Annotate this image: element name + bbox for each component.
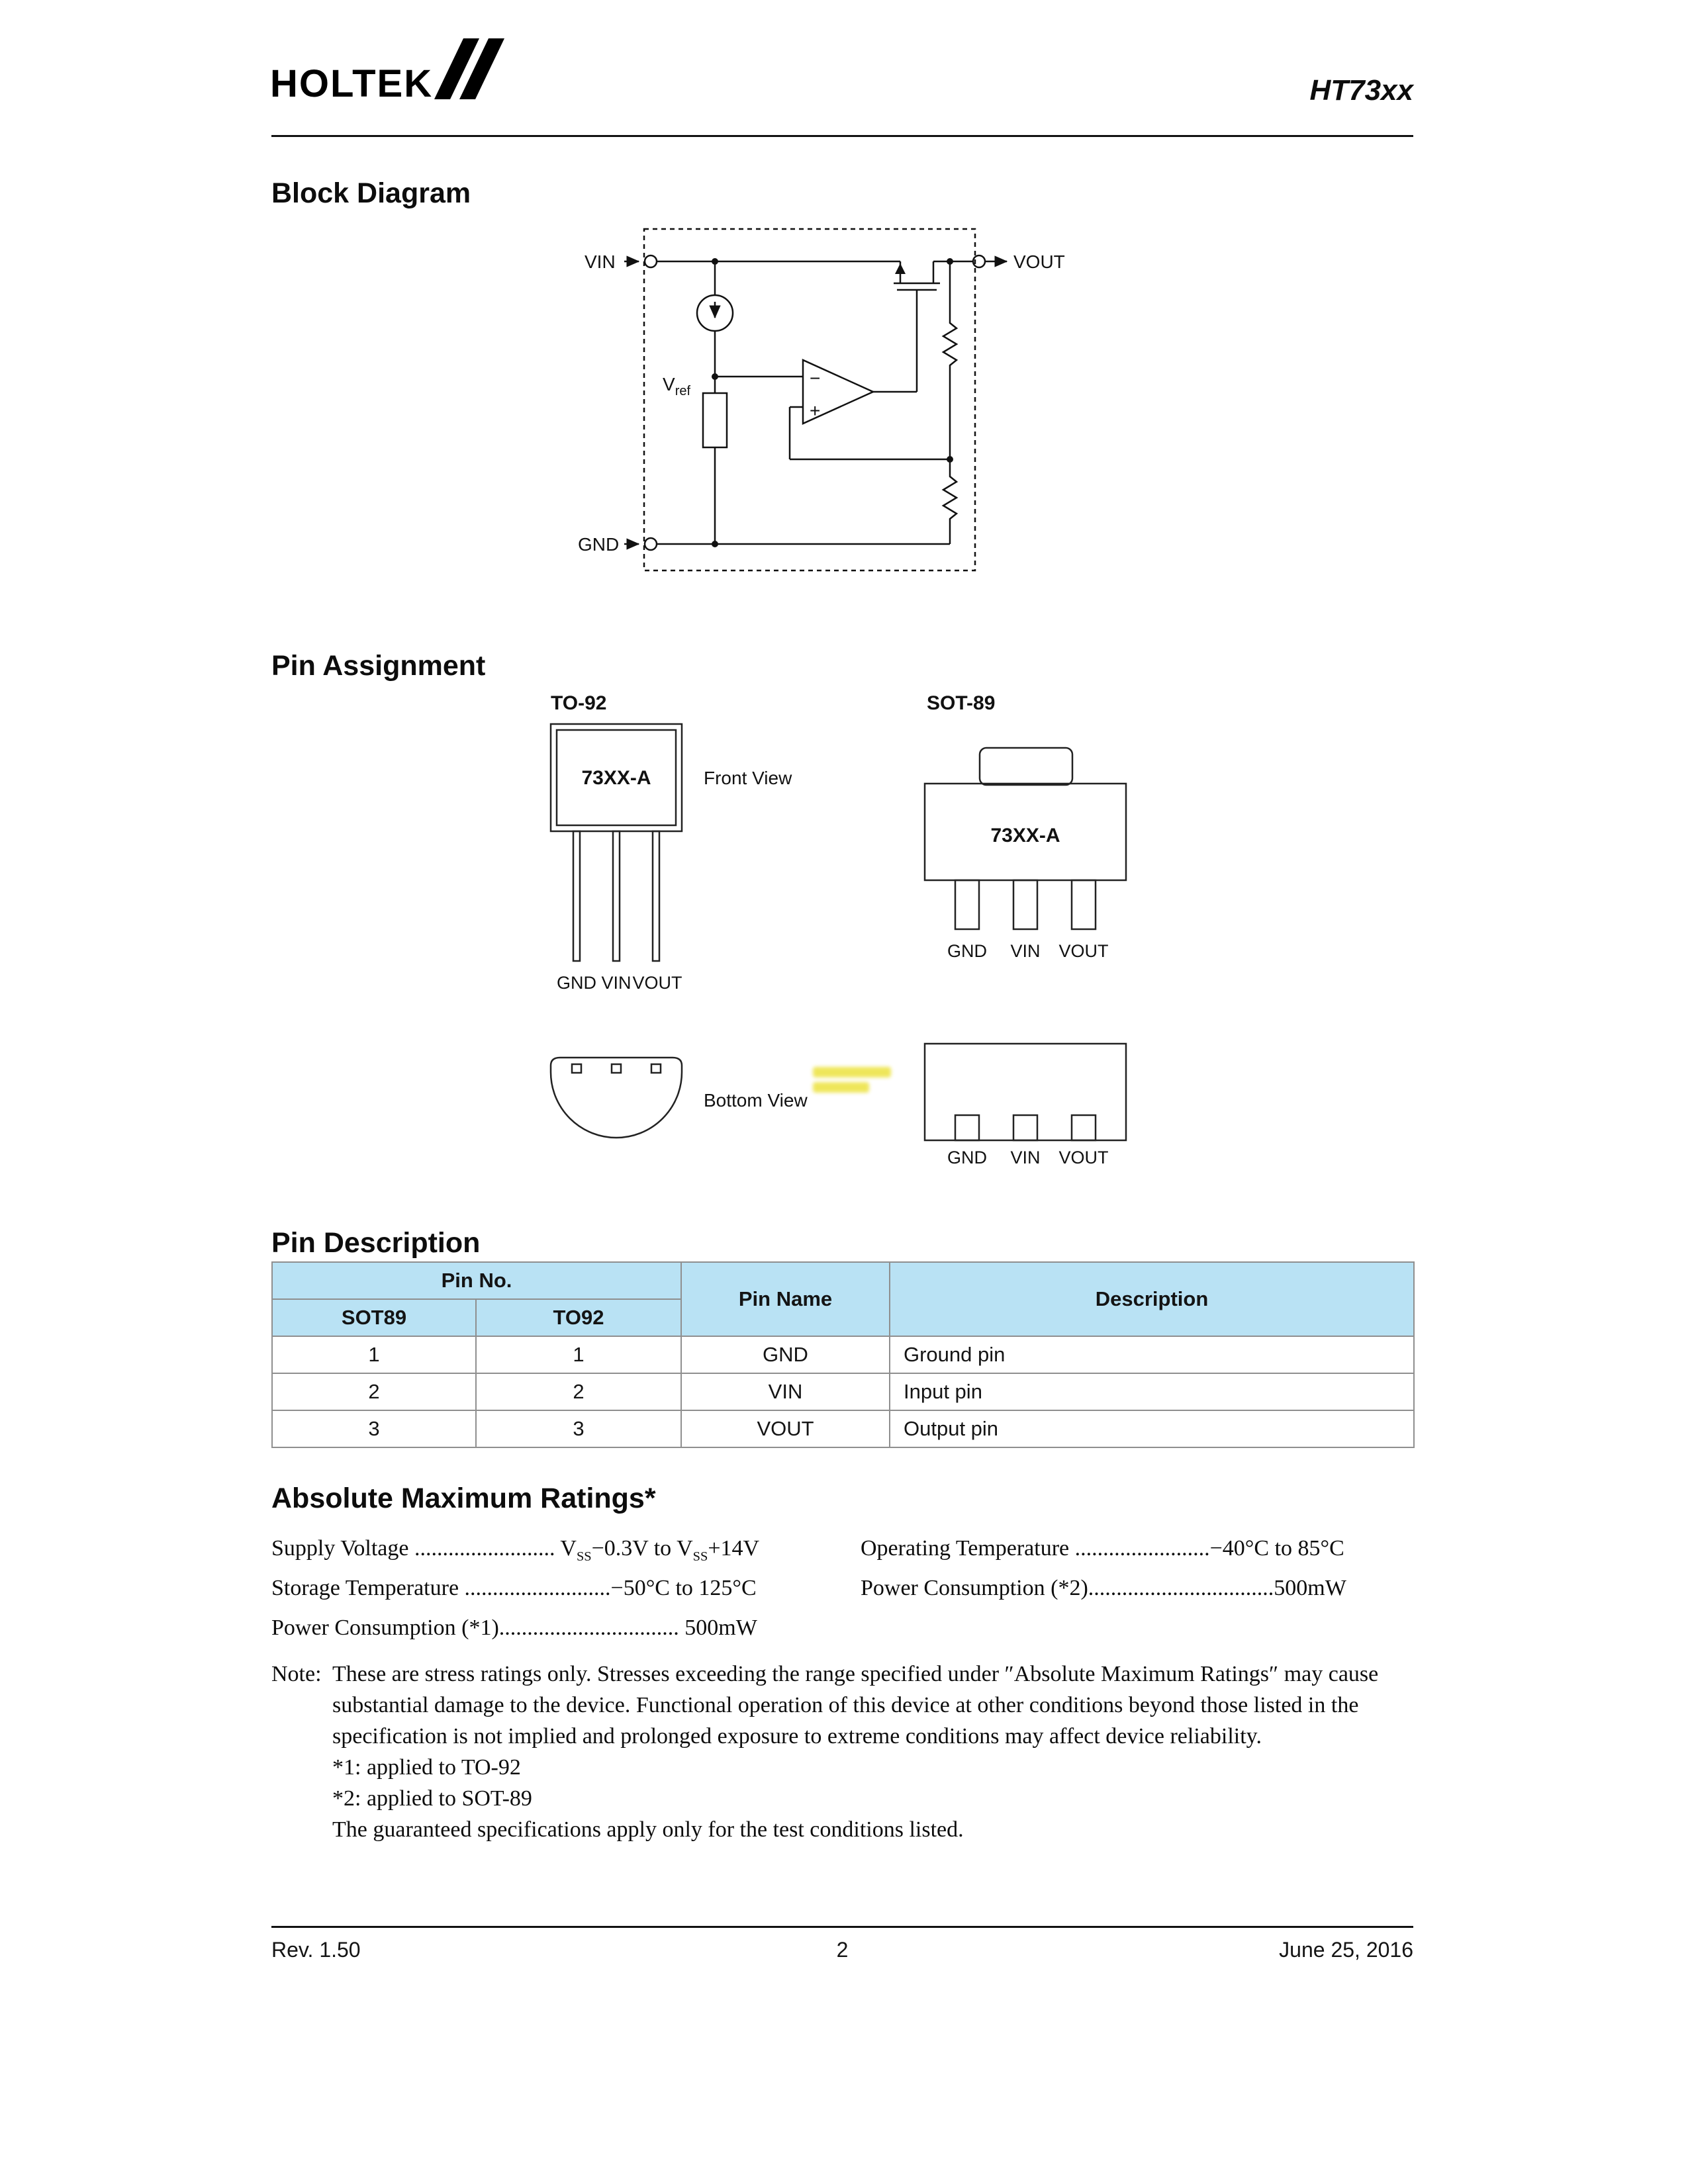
pass-transistor-symbol	[894, 261, 940, 290]
cell-pin-name: GND	[681, 1336, 890, 1373]
cell-to92: 2	[476, 1373, 681, 1410]
front-view-label: Front View	[704, 768, 792, 788]
to92-pin3-label: VOUT	[632, 973, 682, 993]
holtek-logo	[270, 38, 512, 105]
header-rule	[271, 135, 1413, 137]
section-heading-amr: Absolute Maximum Ratings*	[271, 1482, 656, 1514]
vin-label: VIN	[585, 251, 616, 272]
cell-pin-name: VIN	[681, 1373, 890, 1410]
section-heading-block-diagram: Block Diagram	[271, 177, 471, 209]
to92-pin2-label: VIN	[601, 973, 632, 993]
holtek-logo-text: HOLTEK	[270, 62, 434, 105]
footer-rule	[271, 1926, 1413, 1928]
section-heading-pin-description: Pin Description	[271, 1227, 481, 1259]
cell-sot89: 3	[272, 1410, 476, 1447]
opamp-minus-label: −	[810, 368, 821, 388]
watermark-mark	[813, 1082, 869, 1093]
cell-description: Output pin	[890, 1410, 1414, 1447]
footer-revision: Rev. 1.50	[271, 1938, 361, 1962]
vout-label: VOUT	[1013, 251, 1065, 272]
opamp-plus-label: +	[810, 400, 821, 421]
note-item-2: *2: applied to SOT-89	[332, 1786, 532, 1811]
feedback-resistor-top	[943, 319, 957, 372]
rating-power-consumption-2: Power Consumption (*2).................................500mW	[861, 1576, 1346, 1600]
rating-storage-temperature: Storage Temperature ..........................−50°C to 125°C	[271, 1576, 757, 1600]
section-heading-pin-assignment: Pin Assignment	[271, 650, 486, 682]
feedback-resistor-bottom	[943, 473, 957, 525]
sot89-bottom-pin3-label: VOUT	[1058, 1148, 1109, 1166]
table-row	[272, 1373, 1414, 1410]
footer-page-number: 2	[836, 1938, 849, 1962]
to92-pin1-label: GND	[557, 973, 596, 993]
watermark-mark	[813, 1067, 891, 1077]
gnd-label: GND	[578, 534, 620, 555]
cell-sot89: 2	[272, 1373, 476, 1410]
block-diagram-figure	[566, 220, 1082, 590]
footer-date: June 25, 2016	[1279, 1938, 1413, 1962]
col-header-pin-name: Pin Name	[681, 1262, 890, 1336]
cell-to92: 1	[476, 1336, 681, 1373]
to92-bottom-outline	[551, 1058, 682, 1138]
sot89-bottom-pin1-label: GND	[947, 1148, 987, 1166]
table-row	[272, 1336, 1414, 1373]
holtek-logo-slashes-icon	[434, 38, 512, 99]
cell-description: Input pin	[890, 1373, 1414, 1410]
col-header-pin-no: Pin No.	[272, 1262, 681, 1299]
block-diagram-circuit	[624, 229, 1007, 570]
sot89-bottom-outline	[925, 1044, 1126, 1140]
col-header-to92: TO92	[476, 1299, 681, 1336]
col-header-sot89: SOT89	[272, 1299, 476, 1336]
sot89-front-pin2-label: VIN	[1010, 941, 1041, 961]
watermark	[813, 1067, 891, 1099]
cell-description: Ground pin	[890, 1336, 1414, 1373]
cell-to92: 3	[476, 1410, 681, 1447]
sot89-front-pin3-label: VOUT	[1058, 941, 1109, 961]
to92-package-label: TO-92	[551, 692, 607, 714]
note-paragraph: These are stress ratings only. Stresses exceeding the range specified under ″Absolute Maximum Ratings″ may cause substantial damage to the device. Functional operation of this device at other conditions beyond those listed in the specification is not implied and prolonged exposure to extreme conditions may affect device reliability.	[332, 1662, 1379, 1749]
note-item-1: *1: applied to TO-92	[332, 1755, 521, 1780]
to92-chip-marking: 73XX-A	[581, 767, 651, 789]
sot89-package-label: SOT-89	[927, 692, 996, 714]
bottom-view-label: Bottom View	[704, 1090, 808, 1111]
sot89-bottom-pin2-label: VIN	[1010, 1148, 1041, 1166]
to92-front-outline	[551, 724, 682, 961]
rating-power-consumption-1: Power Consumption (*1)................................ 500mW	[271, 1615, 757, 1640]
col-header-description: Description	[890, 1262, 1414, 1336]
diagram-boundary	[644, 229, 975, 570]
vref-resistor-symbol	[703, 393, 727, 447]
note-label: Note:	[271, 1662, 322, 1686]
sot89-front-pin1-label: GND	[947, 941, 987, 961]
table-row	[272, 1410, 1414, 1447]
sot89-chip-marking: 73XX-A	[990, 825, 1060, 846]
rating-supply-voltage: Supply Voltage ......................... $V_{SS}-0.3V$ to $V_{SS}+14V$	[271, 1536, 760, 1564]
pin-description-table	[271, 1261, 1415, 1448]
rating-operating-temperature: Operating Temperature ........................−40°C to 85°C	[861, 1536, 1344, 1561]
cell-sot89: 1	[272, 1336, 476, 1373]
note-block	[271, 1659, 1417, 1845]
note-tail: The guaranteed specifications apply only for the test conditions listed.	[332, 1817, 964, 1842]
vref-label: $V_{ref}$	[663, 374, 691, 398]
document-title: HT73xx	[1309, 74, 1413, 107]
amr-left-column	[271, 1529, 759, 1648]
amr-right-column	[861, 1529, 1346, 1608]
cell-pin-name: VOUT	[681, 1410, 890, 1447]
